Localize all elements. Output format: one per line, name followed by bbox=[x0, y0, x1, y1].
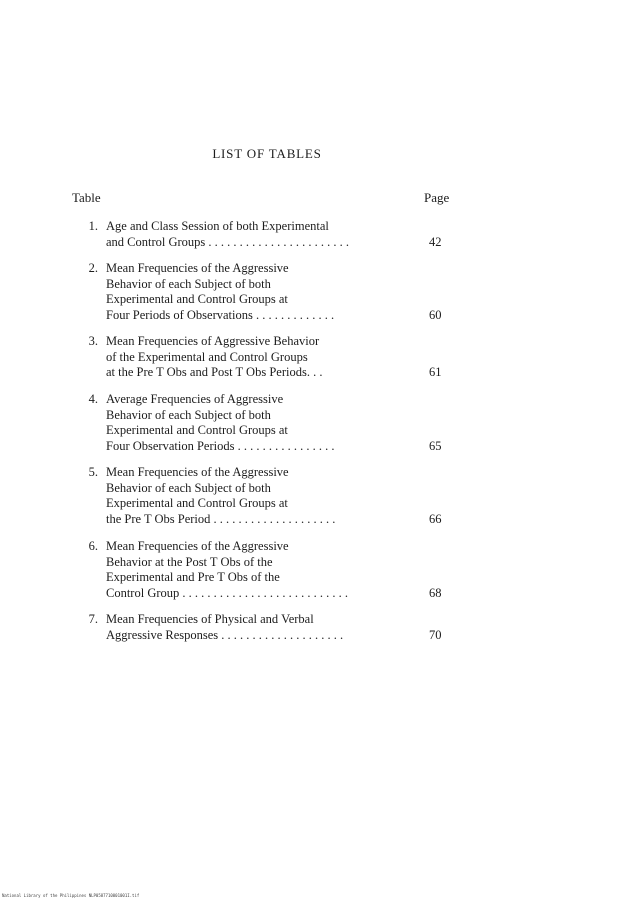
entry-title-line: Experimental and Control Groups at bbox=[106, 496, 288, 511]
table-entry-5 bbox=[74, 465, 454, 527]
entry-number: 4. bbox=[88, 392, 98, 406]
entry-title-line: Mean Frequencies of Physical and Verbal bbox=[106, 612, 314, 626]
entry-title-line: Age and Class Session of both Experimental bbox=[106, 219, 329, 233]
table-entry-1 bbox=[74, 219, 454, 250]
entry-title-line: Mean Frequencies of the Aggressive bbox=[106, 539, 289, 553]
entry-title-last-line: Control Group . . . . . . . . . . . . . . . . . . . . . . . . . . . bbox=[106, 585, 349, 600]
entry-title-line: Experimental and Control Groups at bbox=[106, 423, 288, 438]
entry-number: 5. bbox=[88, 465, 98, 479]
scan-source-footer: National Library of the Philippines NLP0587710001001I.tif bbox=[2, 893, 140, 898]
table-entry-6 bbox=[74, 539, 454, 601]
entry-title-last-line: Four Observation Periods . . . . . . . . . . . . . . . . bbox=[106, 438, 335, 453]
entry-title-line: Mean Frequencies of Aggressive Behavior bbox=[106, 334, 320, 348]
entry-title-last-line: Four Periods of Observations . . . . . . . . . . . . . bbox=[106, 307, 335, 322]
entry-title-line: Behavior of each Subject of both bbox=[106, 480, 271, 495]
entry-number: 6. bbox=[88, 539, 98, 553]
entry-title-last-line: and Control Groups . . . . . . . . . . . . . . . . . . . . . . . bbox=[106, 234, 350, 249]
entry-title-line: Mean Frequencies of the Aggressive bbox=[106, 261, 289, 275]
entry-page-number: 65 bbox=[429, 438, 442, 453]
entry-title-line: Experimental and Control Groups at bbox=[106, 292, 288, 307]
entry-title-line: Average Frequencies of Aggressive bbox=[106, 392, 284, 406]
entry-title-last-line: at the Pre T Obs and Post T Obs Periods. . . bbox=[106, 365, 323, 380]
entry-title-line: Experimental and Pre T Obs of the bbox=[106, 570, 280, 585]
entry-title-last-line: the Pre T Obs Period . . . . . . . . . . . . . . . . . . . . bbox=[106, 511, 336, 526]
entry-page-number: 70 bbox=[429, 627, 442, 642]
entry-title-line: Mean Frequencies of the Aggressive bbox=[106, 465, 289, 479]
entry-title-last-line: Aggressive Responses . . . . . . . . . . . . . . . . . . . . bbox=[106, 627, 344, 642]
entry-title-line: Behavior of each Subject of both bbox=[106, 276, 271, 291]
entry-title-line: Behavior at the Post T Obs of the bbox=[106, 554, 273, 569]
entry-page-number: 66 bbox=[429, 511, 442, 526]
entry-title-line: Behavior of each Subject of both bbox=[106, 407, 271, 422]
table-entry-4 bbox=[74, 392, 454, 454]
entry-number: 2. bbox=[88, 261, 98, 275]
table-column-header: Table bbox=[72, 190, 101, 205]
entry-title-line: of the Experimental and Control Groups bbox=[106, 349, 308, 364]
entry-number: 3. bbox=[88, 334, 98, 348]
entry-page-number: 42 bbox=[429, 234, 442, 249]
entry-page-number: 68 bbox=[429, 585, 442, 600]
page-title: LIST OF TABLES bbox=[212, 146, 322, 161]
table-entry-2 bbox=[74, 261, 454, 323]
entry-number: 1. bbox=[88, 219, 98, 233]
entry-page-number: 61 bbox=[429, 365, 442, 380]
entry-number: 7. bbox=[88, 612, 98, 626]
table-entry-3 bbox=[74, 334, 454, 381]
table-entry-7 bbox=[74, 612, 454, 643]
page-column-header: Page bbox=[424, 190, 450, 205]
entry-page-number: 60 bbox=[429, 307, 442, 322]
